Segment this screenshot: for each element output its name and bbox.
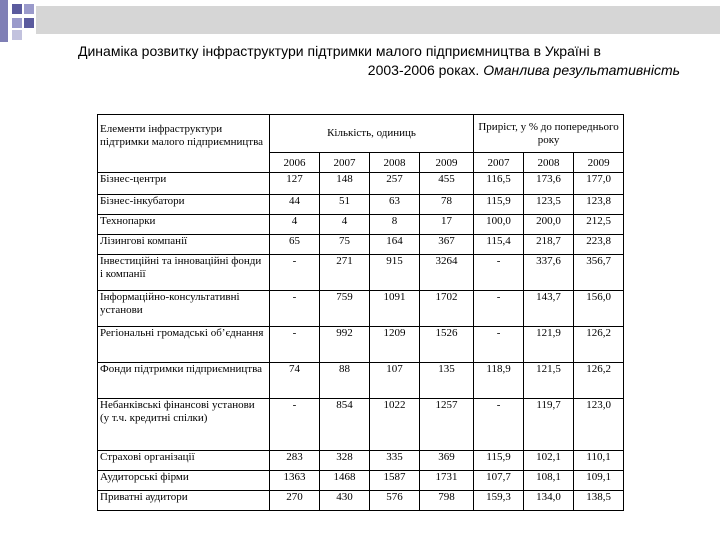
table-cell: 200,0 bbox=[524, 215, 574, 235]
table-cell: 51 bbox=[320, 195, 370, 215]
table-row bbox=[98, 173, 624, 195]
table-cell: 17 bbox=[420, 215, 474, 235]
table-cell: 78 bbox=[420, 195, 474, 215]
row-label: Приватні аудитори bbox=[98, 491, 270, 511]
table-cell: 121,5 bbox=[524, 363, 574, 399]
table-cell: 126,2 bbox=[574, 363, 624, 399]
table-cell: - bbox=[474, 255, 524, 291]
table-cell: 134,0 bbox=[524, 491, 574, 511]
table-cell: 107 bbox=[370, 363, 420, 399]
table-cell: - bbox=[270, 399, 320, 451]
table-cell: 992 bbox=[320, 327, 370, 363]
table-cell: 1091 bbox=[370, 291, 420, 327]
table-cell: 455 bbox=[420, 173, 474, 195]
table-cell: 123,0 bbox=[574, 399, 624, 451]
table-cell: 74 bbox=[270, 363, 320, 399]
header-year: 2009 bbox=[574, 153, 624, 173]
table-cell: 1587 bbox=[370, 471, 420, 491]
table-cell: 115,9 bbox=[474, 195, 524, 215]
table-cell: 367 bbox=[420, 235, 474, 255]
header-year: 2006 bbox=[270, 153, 320, 173]
title-line-1: Динаміка розвитку інфраструктури підтримки малого підприємництва в Україні в bbox=[78, 43, 601, 59]
table-cell: 4 bbox=[320, 215, 370, 235]
table-cell: 107,7 bbox=[474, 471, 524, 491]
table-row bbox=[98, 195, 624, 215]
row-label: Технопарки bbox=[98, 215, 270, 235]
table-row bbox=[98, 471, 624, 491]
table-cell: 915 bbox=[370, 255, 420, 291]
row-label: Небанківські фінансові установи (у т.ч. кредитні спілки) bbox=[98, 399, 270, 451]
table-cell: 4 bbox=[270, 215, 320, 235]
table-cell: 1526 bbox=[420, 327, 474, 363]
row-label: Інвестиційні та інноваційні фонди і компанії bbox=[98, 255, 270, 291]
table-cell: 123,8 bbox=[574, 195, 624, 215]
table-cell: 798 bbox=[420, 491, 474, 511]
table-cell: - bbox=[474, 291, 524, 327]
table-row bbox=[98, 327, 624, 363]
table-cell: 218,7 bbox=[524, 235, 574, 255]
table-cell: 1702 bbox=[420, 291, 474, 327]
table-cell: 148 bbox=[320, 173, 370, 195]
row-label: Бізнес-інкубатори bbox=[98, 195, 270, 215]
table-row bbox=[98, 491, 624, 511]
decorative-header-squares bbox=[0, 0, 720, 42]
table-cell: - bbox=[474, 399, 524, 451]
table-row bbox=[98, 291, 624, 327]
table-cell: 121,9 bbox=[524, 327, 574, 363]
table-cell: 1209 bbox=[370, 327, 420, 363]
table-cell: 118,9 bbox=[474, 363, 524, 399]
table-cell: 328 bbox=[320, 451, 370, 471]
header-year: 2007 bbox=[474, 153, 524, 173]
table-cell: 115,9 bbox=[474, 451, 524, 471]
table-cell: 88 bbox=[320, 363, 370, 399]
table-cell: - bbox=[270, 327, 320, 363]
table-cell: 854 bbox=[320, 399, 370, 451]
title-line-2: 2003-2006 роках. bbox=[367, 62, 480, 78]
slide-title bbox=[70, 42, 680, 80]
table-cell: 1022 bbox=[370, 399, 420, 451]
table-cell: 576 bbox=[370, 491, 420, 511]
table-cell: 110,1 bbox=[574, 451, 624, 471]
table-cell: 143,7 bbox=[524, 291, 574, 327]
table-row bbox=[98, 215, 624, 235]
header-year: 2007 bbox=[320, 153, 370, 173]
table-cell: 1731 bbox=[420, 471, 474, 491]
table-cell: 1257 bbox=[420, 399, 474, 451]
table-cell: 430 bbox=[320, 491, 370, 511]
header-year: 2008 bbox=[370, 153, 420, 173]
row-label: Інформаційно-консультативні установи bbox=[98, 291, 270, 327]
title-emphasis: Оманлива результативність bbox=[483, 62, 680, 78]
table-cell: 283 bbox=[270, 451, 320, 471]
table-cell: 335 bbox=[370, 451, 420, 471]
table-cell: - bbox=[270, 291, 320, 327]
table-cell: 1468 bbox=[320, 471, 370, 491]
row-label: Страхові організації bbox=[98, 451, 270, 471]
table-cell: - bbox=[270, 255, 320, 291]
table-cell: 223,8 bbox=[574, 235, 624, 255]
table-cell: 337,6 bbox=[524, 255, 574, 291]
header-elements: Елементи інфраструктури підтримки малого підприємництва bbox=[98, 115, 270, 173]
table-cell: 126,2 bbox=[574, 327, 624, 363]
table-cell: 75 bbox=[320, 235, 370, 255]
table-cell: 759 bbox=[320, 291, 370, 327]
row-label: Бізнес-центри bbox=[98, 173, 270, 195]
header-year: 2008 bbox=[524, 153, 574, 173]
table-row bbox=[98, 451, 624, 471]
table-cell: 164 bbox=[370, 235, 420, 255]
table-cell: 173,6 bbox=[524, 173, 574, 195]
table-cell: 8 bbox=[370, 215, 420, 235]
table-cell: 65 bbox=[270, 235, 320, 255]
table-cell: 115,4 bbox=[474, 235, 524, 255]
table-cell: 177,0 bbox=[574, 173, 624, 195]
table-cell: 108,1 bbox=[524, 471, 574, 491]
table-cell: 156,0 bbox=[574, 291, 624, 327]
header-year: 2009 bbox=[420, 153, 474, 173]
row-label: Лізингові компанії bbox=[98, 235, 270, 255]
table-cell: 135 bbox=[420, 363, 474, 399]
table-cell: 1363 bbox=[270, 471, 320, 491]
table-cell: 119,7 bbox=[524, 399, 574, 451]
table-cell: 116,5 bbox=[474, 173, 524, 195]
table-cell: 138,5 bbox=[574, 491, 624, 511]
row-label: Фонди підтримки підприємництва bbox=[98, 363, 270, 399]
table-row bbox=[98, 363, 624, 399]
infrastructure-table bbox=[97, 114, 624, 511]
table-row bbox=[98, 399, 624, 451]
table-cell: 159,3 bbox=[474, 491, 524, 511]
row-label: Регіональні громадські об’єднання bbox=[98, 327, 270, 363]
table-cell: 109,1 bbox=[574, 471, 624, 491]
table-row bbox=[98, 235, 624, 255]
table-cell: - bbox=[474, 327, 524, 363]
header-count-group: Кількість, одиниць bbox=[270, 115, 474, 153]
table-cell: 100,0 bbox=[474, 215, 524, 235]
table-cell: 270 bbox=[270, 491, 320, 511]
header-growth-group: Приріст, у % до попереднього року bbox=[474, 115, 624, 153]
table-cell: 356,7 bbox=[574, 255, 624, 291]
table-cell: 3264 bbox=[420, 255, 474, 291]
table-cell: 63 bbox=[370, 195, 420, 215]
table-cell: 127 bbox=[270, 173, 320, 195]
table-cell: 369 bbox=[420, 451, 474, 471]
table-cell: 212,5 bbox=[574, 215, 624, 235]
table-cell: 44 bbox=[270, 195, 320, 215]
table-row bbox=[98, 255, 624, 291]
table-cell: 102,1 bbox=[524, 451, 574, 471]
table-cell: 123,5 bbox=[524, 195, 574, 215]
table-cell: 271 bbox=[320, 255, 370, 291]
table-cell: 257 bbox=[370, 173, 420, 195]
row-label: Аудиторські фірми bbox=[98, 471, 270, 491]
